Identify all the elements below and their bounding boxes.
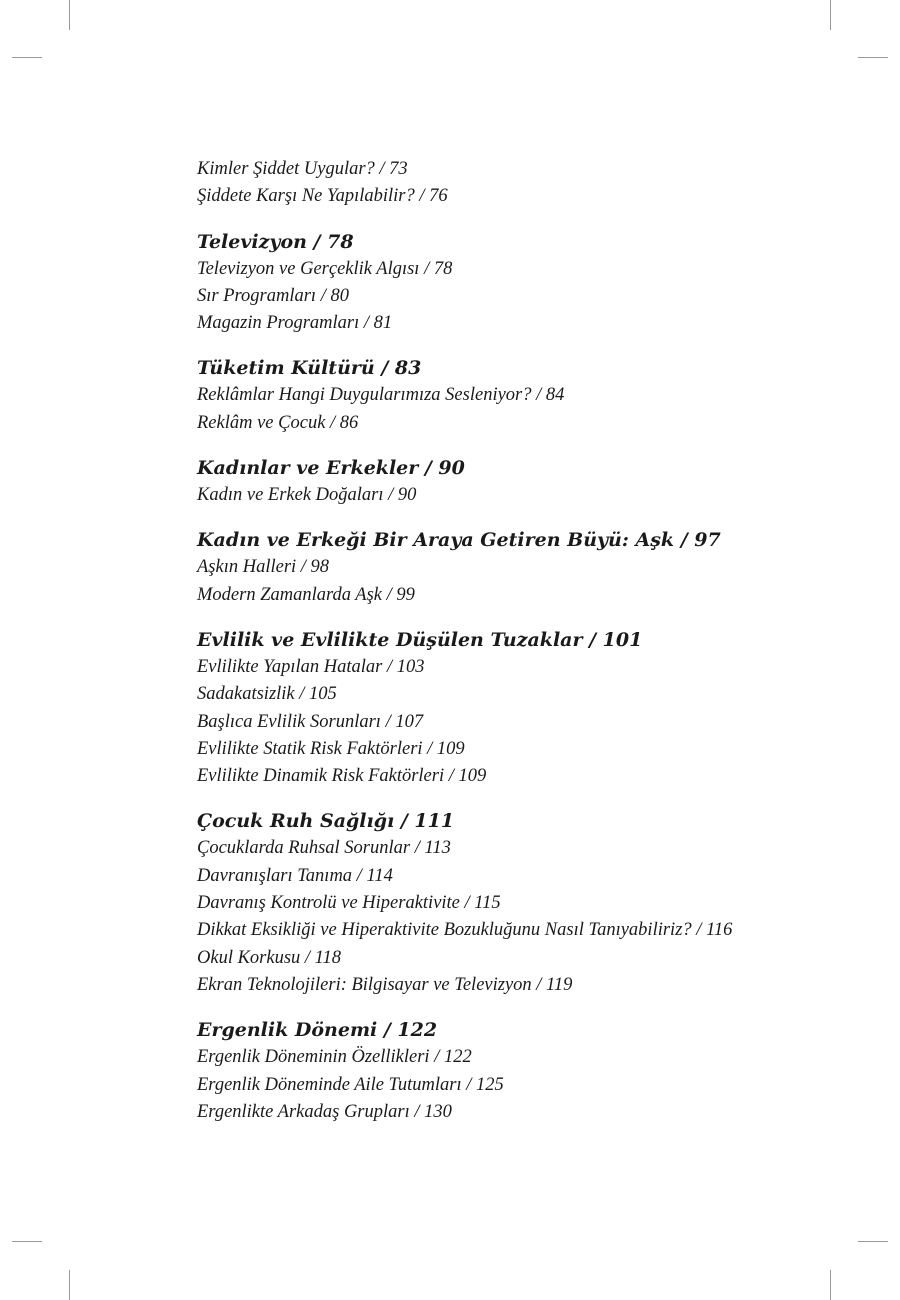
crop-mark-left-top [12,57,42,58]
toc-entry: Şiddete Karşı Ne Yapılabilir? / 76 [197,186,448,207]
toc-entry: Sır Programları / 80 [197,285,349,306]
toc-entry: Magazin Programları / 81 [197,313,393,334]
toc-entry: Çocuklarda Ruhsal Sorunlar / 113 [197,838,451,859]
toc-entry: Davranışları Tanıma / 114 [197,865,393,886]
table-of-contents [197,156,857,1144]
toc-entry: Reklâm ve Çocuk / 86 [197,412,359,433]
toc-entry: Evlilikte Dinamik Risk Faktörleri / 109 [197,766,487,787]
crop-mark-left-bottom [12,1241,42,1242]
toc-section [197,627,857,790]
crop-mark-bottom-right [830,1270,831,1300]
toc-section-heading: Kadın ve Erkeği Bir Araya Getiren Büyü: Aşk / 97 [197,529,721,552]
toc-entry: Dikkat Eksikliği ve Hiperaktivite Bozukluğunu Nasıl Tanıyabiliriz? / 116 [197,920,733,941]
toc-section-heading: Tüketim Kültürü / 83 [197,357,422,380]
toc-section [197,808,857,999]
toc-entry: Televizyon ve Gerçeklik Algısı / 78 [197,258,453,279]
toc-entry: Okul Korkusu / 118 [197,947,342,968]
toc-entry: Modern Zamanlarda Aşk / 99 [197,584,415,605]
crop-mark-right-bottom [858,1241,888,1242]
toc-section [197,527,857,609]
toc-section [197,156,857,211]
toc-entry: Ekran Teknolojileri: Bilgisayar ve Televizyon / 119 [197,974,573,995]
toc-section [197,455,857,509]
toc-entry: Evlilikte Statik Risk Faktörleri / 109 [197,738,465,759]
toc-entry: Başlıca Evlilik Sorunları / 107 [197,711,424,732]
toc-section-heading: Ergenlik Dönemi / 122 [197,1019,438,1042]
toc-section [197,355,857,437]
toc-section-heading: Televizyon / 78 [197,230,354,253]
toc-entry: Aşkın Halleri / 98 [197,557,330,578]
toc-entry: Ergenlikte Arkadaş Grupları / 130 [197,1101,452,1122]
toc-entry: Davranış Kontrolü ve Hiperaktivite / 115 [197,893,501,914]
toc-entry: Sadakatsizlik / 105 [197,684,337,705]
toc-entry: Kadın ve Erkek Doğaları / 90 [197,485,417,506]
crop-mark-top-right [830,0,831,30]
toc-entry: Ergenlik Döneminde Aile Tutumları / 125 [197,1074,504,1095]
toc-section-heading: Kadınlar ve Erkekler / 90 [197,457,465,480]
toc-section-heading: Evlilik ve Evlilikte Düşülen Tuzaklar / 101 [197,628,643,651]
toc-section [197,229,857,338]
toc-section [197,1017,857,1126]
crop-mark-bottom-left [69,1270,70,1300]
toc-entry: Evlilikte Yapılan Hatalar / 103 [197,656,425,677]
toc-entry: Kimler Şiddet Uygular? / 73 [197,159,408,179]
toc-entry: Ergenlik Döneminin Özellikleri / 122 [197,1047,472,1068]
toc-entry: Reklâmlar Hangi Duygularımıza Sesleniyor? / 84 [197,385,565,406]
crop-mark-right-top [858,57,888,58]
crop-mark-top-left [69,0,70,30]
toc-section-heading: Çocuk Ruh Sağlığı / 111 [197,810,455,833]
